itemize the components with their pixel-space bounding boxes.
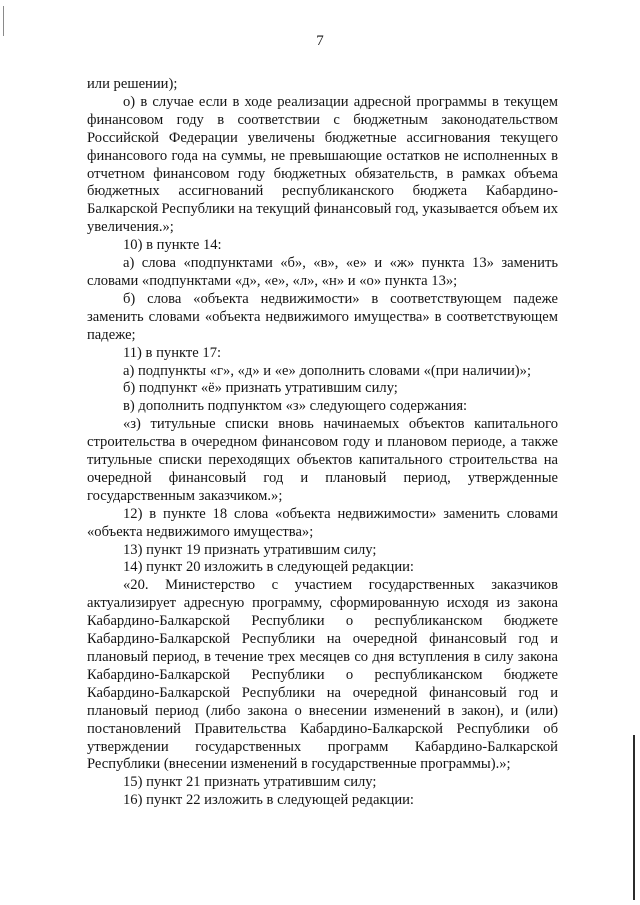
paragraph: 12) в пункте 18 слова «объекта недвижимости» заменить словами «объекта недвижимого имущества»;	[87, 505, 558, 540]
paragraph: 13) пункт 19 признать утратившим силу;	[123, 541, 377, 558]
paragraph: 14) пункт 20 изложить в следующей редакции:	[123, 559, 414, 576]
paragraph: 10) в пункте 14:	[123, 237, 222, 254]
paragraph: 16) пункт 22 изложить в следующей редакции:	[123, 792, 414, 809]
scan-edge-mark-left	[3, 6, 4, 36]
paragraph: или решении);	[87, 76, 178, 92]
scan-edge-mark-right	[633, 735, 635, 900]
paragraph: а) слова «подпунктами «б», «в», «е» и «ж» пункта 13» заменить словами «подпунктами «д», «е», «л», «н» и «о» пункта 13»;	[87, 255, 558, 289]
paragraph: о) в случае если в ходе реализации адресной программы в текущем финансовом году в соответствии с бюджетным законодательством Российской Федерации увеличены бюджетные ассигнования текущего финансового года на суммы, не превышающие остатков не исполненных в отчетном финансовом году бюджетных обязательств, в рамках объема бюджетных ассигнований республиканского бюджета Кабардино-Балкарской Республики на текущий финансовый год, указывается объем их увеличения.»;	[87, 93, 558, 236]
paragraph: 11) в пункте 17:	[123, 344, 222, 361]
page-number: 7	[316, 33, 324, 49]
document-body	[87, 76, 558, 810]
paragraph: а) подпункты «г», «д» и «е» дополнить словами «(при наличии)»;	[123, 362, 532, 379]
paragraph: в) дополнить подпунктом «з» следующего содержания:	[123, 398, 468, 415]
paragraph: б) слова «объекта недвижимости» в соответствующем падеже заменить словами «объекта недвижимого имущества» в соответствующем падеже;	[87, 290, 558, 343]
paragraph: б) подпункт «ё» признать утратившим силу;	[123, 380, 398, 397]
paragraph: «20. Министерство с участием государственных заказчиков актуализирует адресную программу, сформированную исходя из закона Кабардино-Балкарской Республики о республиканском бюджете Кабардино-Балкарской Республики на очередной финансовый год и плановый период, в течение трех месяцев со дня вступления в силу закона Кабардино-Балкарской Республики о республиканском бюджете Кабардино-Балкарской Республики на очередной финансовый год и плановый период (либо закона о внесении изменений в закон), и (или) постановлений Правительства Кабардино-Балкарской Республики об утверждении государственных программ Кабардино-Балкарской Республики (внесении изменений в государственные программы).»;	[87, 577, 558, 773]
paragraph: «з) титульные списки вновь начинаемых объектов капитального строительства в очередном финансовом году и плановом периоде, а также титульные списки переходящих объектов капитального строительства на очередной финансовый год и плановый период, утвержденные государственным заказчиком.»;	[87, 416, 558, 504]
paragraph: 15) пункт 21 признать утратившим силу;	[123, 774, 377, 791]
